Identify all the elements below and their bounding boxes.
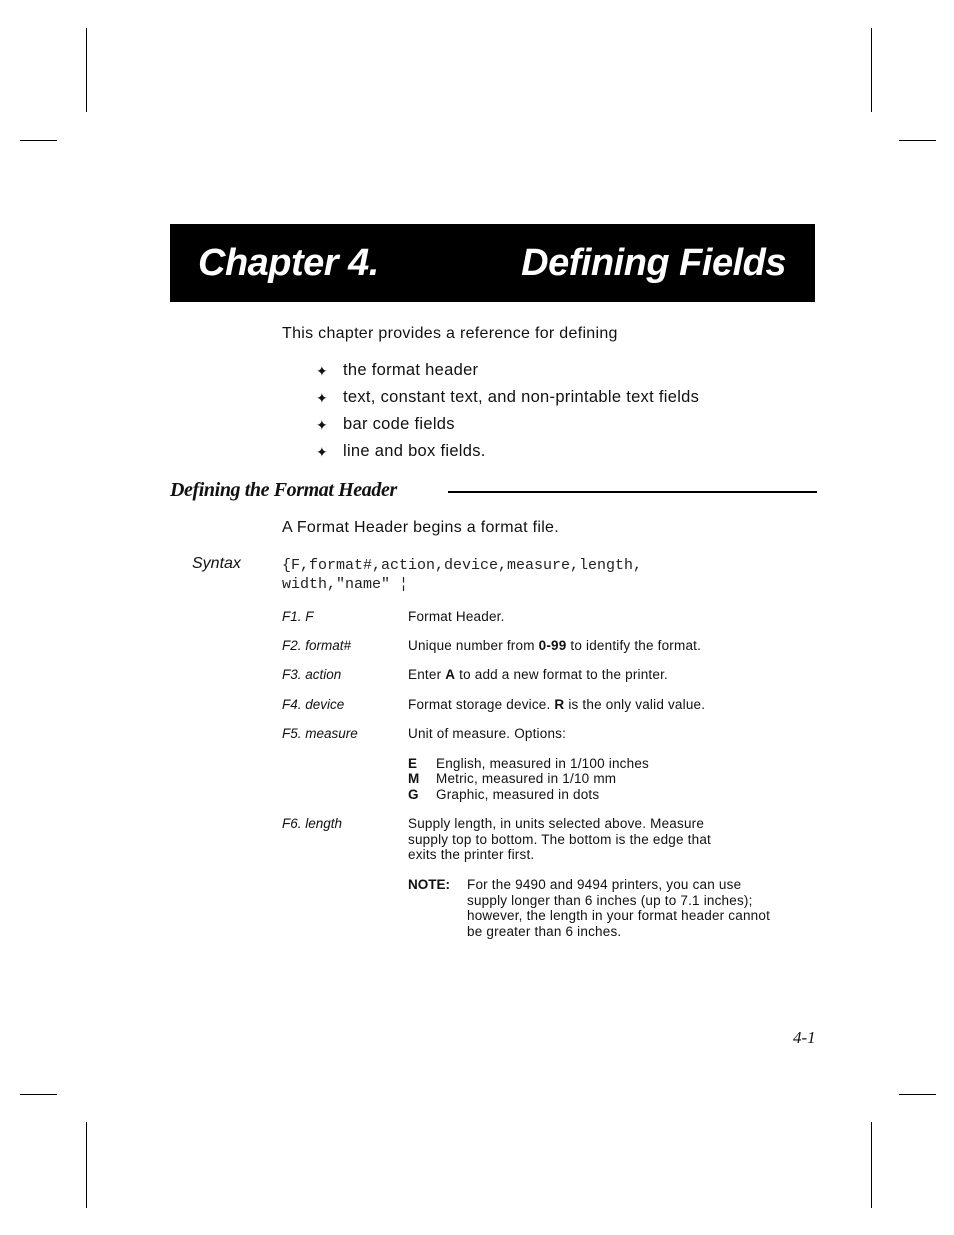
- field-description: [408, 667, 668, 683]
- list-item: bar code fields: [343, 415, 455, 433]
- bullet-icon: ✦: [316, 417, 328, 433]
- field-label: F5. measure: [282, 726, 358, 741]
- note-line: however, the length in your format header cannot: [467, 908, 771, 924]
- note-text: [467, 877, 812, 940]
- chapter-intro: This chapter provides a reference for defining: [282, 325, 618, 342]
- option-key: G: [408, 787, 419, 802]
- chapter-number: Chapter 4.: [198, 242, 379, 284]
- bullet-icon: ✦: [316, 444, 328, 460]
- field-desc-text: Unit of measure. Options:: [408, 726, 567, 741]
- note-label: NOTE:: [408, 877, 450, 892]
- field-desc-text: to identify the format.: [566, 638, 702, 653]
- field-desc-bold: A: [445, 667, 456, 682]
- field-desc-line: supply top to bottom. The bottom is the edge that: [408, 831, 711, 847]
- field-desc-text: Enter: [408, 667, 446, 682]
- crop-mark: [86, 28, 87, 112]
- field-label: F6. length: [282, 816, 343, 831]
- list-item: the format header: [343, 361, 479, 379]
- syntax-line-2: width,"name" ¦: [282, 576, 409, 593]
- field-label: F2. format#: [282, 638, 352, 653]
- field-description: [408, 697, 705, 713]
- field-label: F3. action: [282, 667, 342, 682]
- field-desc-bold: 0-99: [538, 638, 567, 653]
- field-desc-line: exits the printer first.: [408, 847, 535, 863]
- option-key: M: [408, 771, 420, 786]
- field-desc-text: is the only valid value.: [564, 697, 706, 712]
- field-desc-line: Supply length, in units selected above. Measure: [408, 816, 705, 831]
- chapter-title: Defining Fields: [521, 242, 786, 284]
- note-line: be greater than 6 inches.: [467, 924, 622, 940]
- chapter-banner: [170, 224, 815, 302]
- option-text: Metric, measured in 1/10 mm: [436, 771, 617, 786]
- field-desc-text: Unique number from: [408, 638, 539, 653]
- option-text: Graphic, measured in dots: [436, 787, 600, 802]
- field-label: F4. device: [282, 697, 345, 712]
- field-desc-text: Format storage device.: [408, 697, 555, 712]
- list-item: line and box fields.: [343, 442, 486, 460]
- crop-mark: [86, 1122, 87, 1208]
- section-intro: A Format Header begins a format file.: [282, 519, 559, 536]
- syntax-label: Syntax: [192, 555, 241, 572]
- field-description: [408, 726, 566, 742]
- crop-mark: [871, 28, 872, 112]
- list-item: text, constant text, and non-printable text fields: [343, 388, 700, 406]
- crop-mark: [20, 1094, 57, 1095]
- crop-mark: [899, 1094, 936, 1095]
- option-text: English, measured in 1/100 inches: [436, 756, 649, 771]
- crop-mark: [871, 1122, 872, 1208]
- field-desc-text: Format Header.: [408, 609, 505, 624]
- field-description: [408, 609, 505, 625]
- section-heading: Defining the Format Header: [170, 479, 397, 501]
- field-description: [408, 638, 701, 654]
- note-line: supply longer than 6 inches (up to 7.1 inches);: [467, 892, 753, 908]
- crop-mark: [899, 140, 936, 141]
- bullet-icon: ✦: [316, 363, 328, 379]
- field-label: F1. F: [282, 609, 314, 624]
- page-number: 4-1: [793, 1028, 816, 1047]
- crop-mark: [20, 140, 57, 141]
- section-header: [170, 478, 817, 504]
- field-desc-bold: R: [554, 697, 565, 712]
- field-desc-text: to add a new format to the printer.: [455, 667, 668, 682]
- field-description: [408, 816, 711, 863]
- syntax-line-1: {F,format#,action,device,measure,length,: [282, 557, 643, 574]
- bullet-icon: ✦: [316, 390, 328, 406]
- section-rule: [448, 491, 817, 493]
- note-line: For the 9490 and 9494 printers, you can use: [467, 877, 742, 892]
- option-key: E: [408, 756, 418, 771]
